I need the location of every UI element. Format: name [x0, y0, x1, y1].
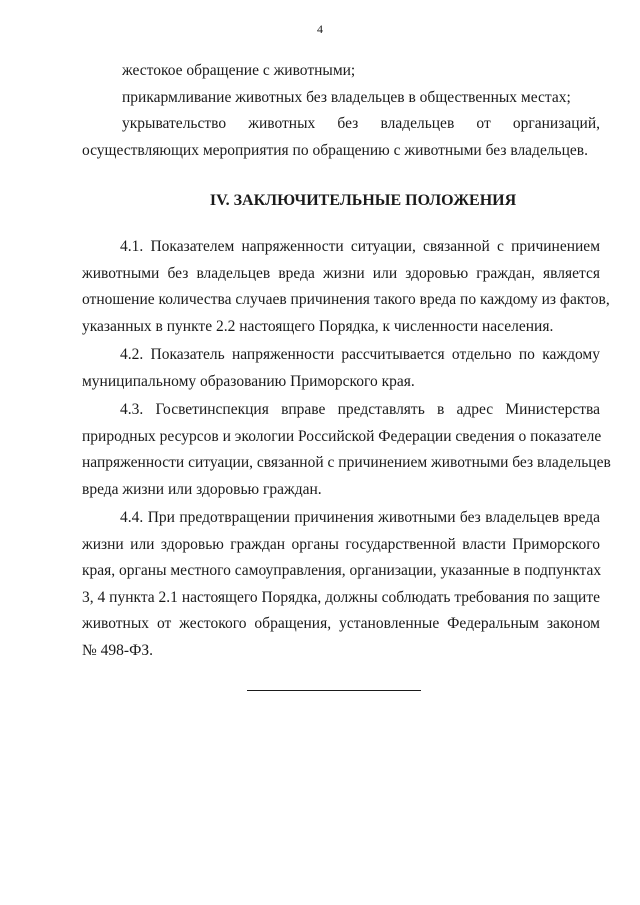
paragraph-line: животными без владельцев вреда жизни или здоровью граждан, является: [82, 264, 600, 282]
paragraph-4-1: [82, 234, 610, 340]
paragraph-line: природных ресурсов и экологии Российской Федерации сведения о показателе: [82, 427, 602, 445]
paragraph-line: края, органы местного самоуправления, организации, указанные в подпунктах: [82, 562, 602, 579]
paragraph-line: 4.2. Показатель напряженности рассчитывается отдельно по каждому: [120, 346, 600, 363]
page-number: 4: [317, 22, 323, 36]
intro-line: жестокое обращение с животными;: [122, 62, 356, 79]
intro-list: [82, 58, 600, 164]
paragraph-line: отношение количества случаев причинения такого вреда по каждому из фактов,: [82, 291, 610, 308]
paragraph-line: 4.3. Госветинспекция вправе представлять в адрес Министерства: [120, 401, 600, 418]
end-divider: [247, 690, 421, 691]
paragraph-line: напряженности ситуации, связанной с причинением животными без владельцев: [82, 454, 611, 471]
paragraph-line: животных от жестокого обращения, установленные Федеральным законом: [82, 615, 600, 632]
paragraph-line: вреда жизни или здоровью граждан.: [82, 480, 322, 498]
paragraph-line: 4.4. При предотвращении причинения животными без владельцев вреда: [120, 509, 600, 526]
paragraph-4-4: [82, 505, 600, 664]
intro-line: осуществляющих мероприятия по обращению с животными без владельцев.: [82, 141, 588, 159]
paragraph-4-2: [82, 342, 600, 395]
intro-line: укрывательство животных без владельцев от организаций,: [122, 115, 600, 132]
paragraph-4-3: [82, 397, 611, 503]
paragraph-line: жизни или здоровью граждан органы государственной власти Приморского: [82, 535, 600, 553]
paragraph-line: указанных в пункте 2.2 настоящего Порядка, к численности населения.: [82, 317, 554, 335]
paragraph-line: 4.1. Показателем напряженности ситуации, связанной с причинением: [120, 238, 600, 255]
paragraph-line: муниципальному образованию Приморского края.: [82, 372, 415, 390]
paragraph-line: № 498-ФЗ.: [82, 641, 153, 659]
section-heading: IV. ЗАКЛЮЧИТЕЛЬНЫЕ ПОЛОЖЕНИЯ: [209, 192, 517, 209]
document-body: [82, 58, 611, 666]
paragraph-line: 3, 4 пункта 2.1 настоящего Порядка, должны соблюдать требования по защите: [82, 588, 600, 606]
intro-line: прикармливание животных без владельцев в общественных местах;: [122, 88, 571, 106]
